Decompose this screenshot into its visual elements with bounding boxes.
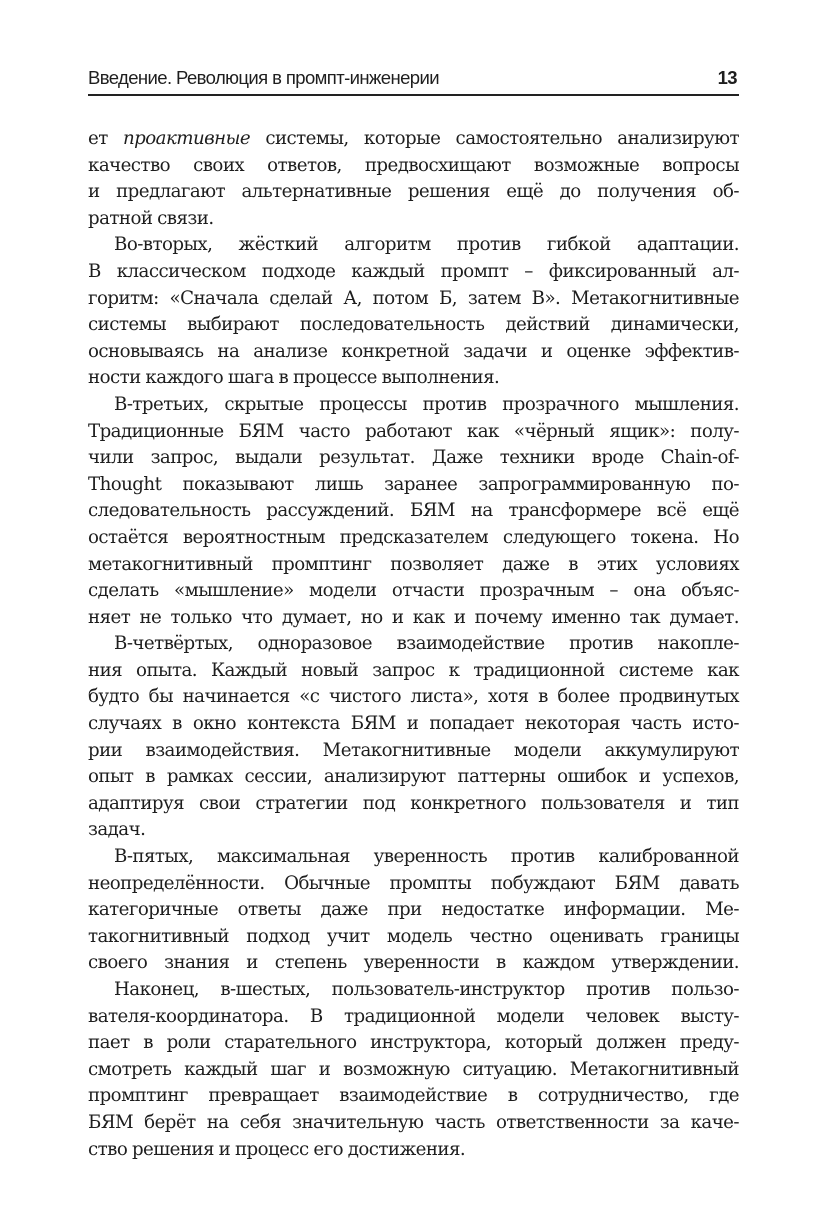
text-line: будто бы начинается «с чистого листа», хотя в более продвинутых (88, 686, 739, 708)
text-line: неопределённости. Обычные промпты побуждают БЯМ давать (88, 872, 739, 894)
text-line: опыт в рамках сессии, анализируют паттерны ошибок и успехов, (88, 766, 739, 788)
paragraph-2 (88, 232, 739, 392)
paragraph-5 (88, 844, 739, 977)
text-line: ство решения и процесс его достижения. (88, 1138, 466, 1160)
text-line: случаях в окно контекста БЯМ и попадает некоторая часть исто- (88, 713, 739, 735)
text-line: и предлагают альтернативные решения ещё до получения об- (88, 181, 739, 203)
paragraph-1 (88, 126, 739, 232)
running-title: Введение. Революция в промпт-инженерии (88, 67, 439, 88)
paragraph-6 (88, 977, 739, 1163)
text-line: ния опыта. Каждый новый запрос к традиционной системе как (88, 659, 739, 681)
paragraph-4 (88, 631, 739, 844)
page-number: 13 (717, 67, 737, 88)
text-line: системы выбирают последовательность действий динамически, (88, 314, 739, 336)
text-line: В-третьих, скрытые процессы против прозрачного мышления. (114, 393, 739, 415)
body-text (88, 126, 739, 1163)
text-line: промптинг превращает взаимодействие в сотрудничество, где (88, 1085, 739, 1107)
text-line: ет проактивные системы, которые самостоятельно анализируют (88, 128, 739, 149)
text-line: качество своих ответов, предвосхищают возможные вопросы (88, 154, 739, 176)
text-line: такогнитивный подход учит модель честно оценивать границы (88, 925, 739, 947)
text-line: задач. (88, 819, 146, 841)
text-line: своего знания и степень уверенности в каждом утверждении. (88, 952, 739, 974)
text-line: следовательность рассуждений. БЯМ на трансформере всё ещё (88, 500, 739, 522)
text-line: няет не только что думает, но и как и почему именно так думает. (88, 606, 739, 628)
text-line: горитм: «Сначала сделай А, потом Б, затем В». Метакогнитивные (88, 287, 739, 309)
text-line: В классическом подходе каждый промпт – фиксированный ал- (88, 260, 739, 282)
text-line: метакогнитивный промптинг позволяет даже в этих условиях (88, 553, 739, 575)
text-line: сделать «мышление» модели отчасти прозрачным – она объяс- (88, 580, 739, 602)
text-line: Во-вторых, жёсткий алгоритм против гибкой адаптации. (114, 234, 739, 256)
emphasis-proactive: проактивные (123, 128, 251, 149)
text-line: Thought показывают лишь заранее запрограммированную по- (88, 473, 739, 495)
text-line: категоричные ответы даже при недостатке информации. Ме- (88, 899, 739, 921)
text-line: Традиционные БЯМ часто работают как «чёрный ящик»: полу- (88, 420, 739, 442)
text-line: Наконец, в-шестых, пользователь-инструктор против пользо- (114, 979, 739, 1000)
running-head (88, 64, 739, 96)
text-line: чили запрос, выдали результат. Даже техники вроде Chain-of- (88, 447, 739, 469)
text-line: БЯМ берёт на себя значительную часть ответственности за каче- (88, 1111, 739, 1133)
text-line: ности каждого шага в процессе выполнения. (88, 367, 500, 389)
paragraph-3 (88, 392, 739, 631)
text-line: рии взаимодействия. Метакогнитивные модели аккумулируют (88, 739, 739, 761)
text-line: ратной связи. (88, 207, 214, 229)
text-line: пает в роли старательного инструктора, который должен преду- (88, 1032, 739, 1054)
text-line: остаётся вероятностным предсказателем следующего токена. Но (88, 526, 739, 548)
text-line: вателя-координатора. В традиционной модели человек высту- (88, 1005, 739, 1027)
text-line: смотреть каждый шаг и возможную ситуацию. Метакогнитивный (88, 1058, 739, 1080)
text-line: основываясь на анализе конкретной задачи и оценке эффектив- (88, 340, 739, 362)
text-line: В-пятых, максимальная уверенность против калиброванной (114, 846, 739, 868)
text-line: В-четвёртых, одноразовое взаимодействие против накопле- (114, 633, 739, 655)
text-line: адаптируя свои стратегии под конкретного пользователя и тип (88, 792, 739, 814)
